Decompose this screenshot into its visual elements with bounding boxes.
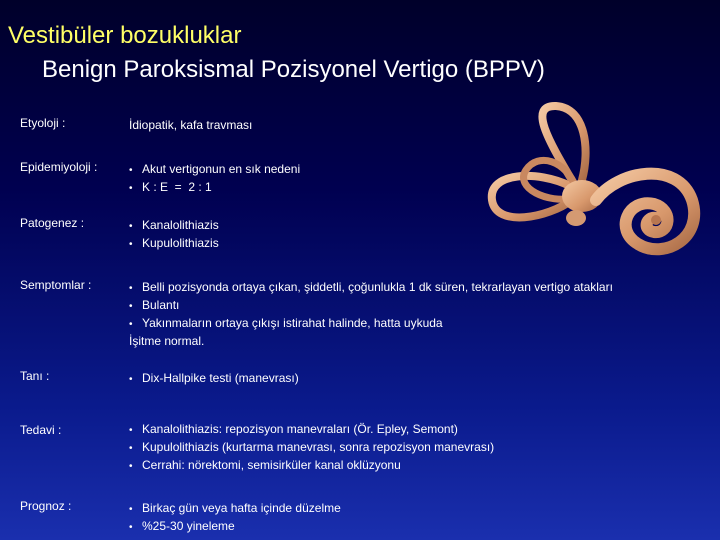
bullet-icon: •: [129, 443, 133, 454]
line-text: Kanalolithiazis: [142, 218, 219, 232]
bullet-line: [129, 178, 719, 196]
bullet-line: [129, 296, 719, 314]
bullet-icon: •: [129, 301, 133, 312]
row-label: Tedavi :: [20, 423, 62, 437]
bullet-icon: •: [129, 504, 133, 515]
row-content: [129, 216, 719, 252]
line-text: Kanalolithiazis: repozisyon manevraları (Ör. Epley, Semont): [142, 422, 458, 436]
row-label: Semptomlar :: [20, 278, 92, 292]
row-content: [129, 369, 719, 387]
bullet-line: [129, 456, 719, 474]
bullet-line: [129, 438, 719, 456]
line-text: Kupulolithiazis (kurtarma manevrası, sonra repozisyon manevrası): [142, 440, 495, 454]
slide-subtitle: Benign Paroksismal Pozisyonel Vertigo (BPPV): [42, 56, 545, 83]
bullet-line: [129, 420, 719, 438]
line-text: Dix-Hallpike testi (manevrası): [142, 371, 299, 385]
line-text: Birkaç gün veya hafta içinde düzelme: [142, 501, 341, 515]
line-text: İşitme normal.: [129, 334, 205, 348]
slide-title: Vestibüler bozukluklar: [8, 22, 242, 49]
line-text: Bulantı: [142, 298, 180, 312]
line-text: K : E = 2 : 1: [142, 180, 212, 194]
line-text: Yakınmaların ortaya çıkışı istirahat halinde, hatta uykuda: [142, 316, 443, 330]
bullet-line: [129, 234, 719, 252]
line-text: İdiopatik, kafa travması: [129, 118, 253, 132]
plain-line: [129, 332, 719, 350]
line-text: Akut vertigonun en sık nedeni: [142, 162, 301, 176]
row-label: Patogenez :: [20, 216, 85, 230]
bullet-icon: •: [129, 165, 133, 176]
bullet-icon: •: [129, 319, 133, 330]
bullet-icon: •: [129, 374, 133, 385]
bullet-icon: •: [129, 183, 133, 194]
bullet-line: [129, 517, 719, 535]
row-content: [129, 420, 719, 474]
row-content: [129, 160, 719, 196]
row-label: Etyoloji :: [20, 116, 66, 130]
row-content: [129, 278, 719, 350]
bullet-icon: •: [129, 522, 133, 533]
bullet-line: [129, 160, 719, 178]
bullet-icon: •: [129, 239, 133, 250]
bullet-line: [129, 314, 719, 332]
bullet-icon: •: [129, 461, 133, 472]
row-label: Epidemiyoloji :: [20, 160, 98, 174]
line-text: Kupulolithiazis: [142, 236, 219, 250]
row-content: [129, 499, 719, 535]
bullet-line: [129, 278, 719, 296]
line-text: Cerrahi: nörektomi, semisirküler kanal oklüzyonu: [142, 458, 401, 472]
bullet-icon: •: [129, 283, 133, 294]
row-content: [129, 116, 719, 134]
plain-line: [129, 116, 719, 134]
bullet-icon: •: [129, 221, 133, 232]
row-label: Tanı :: [20, 369, 50, 383]
line-text: Belli pozisyonda ortaya çıkan, şiddetli, çoğunlukla 1 dk süren, tekrarlayan vertigo atakları: [142, 280, 613, 294]
row-label: Prognoz :: [20, 499, 72, 513]
bullet-icon: •: [129, 425, 133, 436]
bullet-line: [129, 499, 719, 517]
bullet-line: [129, 216, 719, 234]
line-text: %25-30 yineleme: [142, 519, 235, 533]
bullet-line: [129, 369, 719, 387]
